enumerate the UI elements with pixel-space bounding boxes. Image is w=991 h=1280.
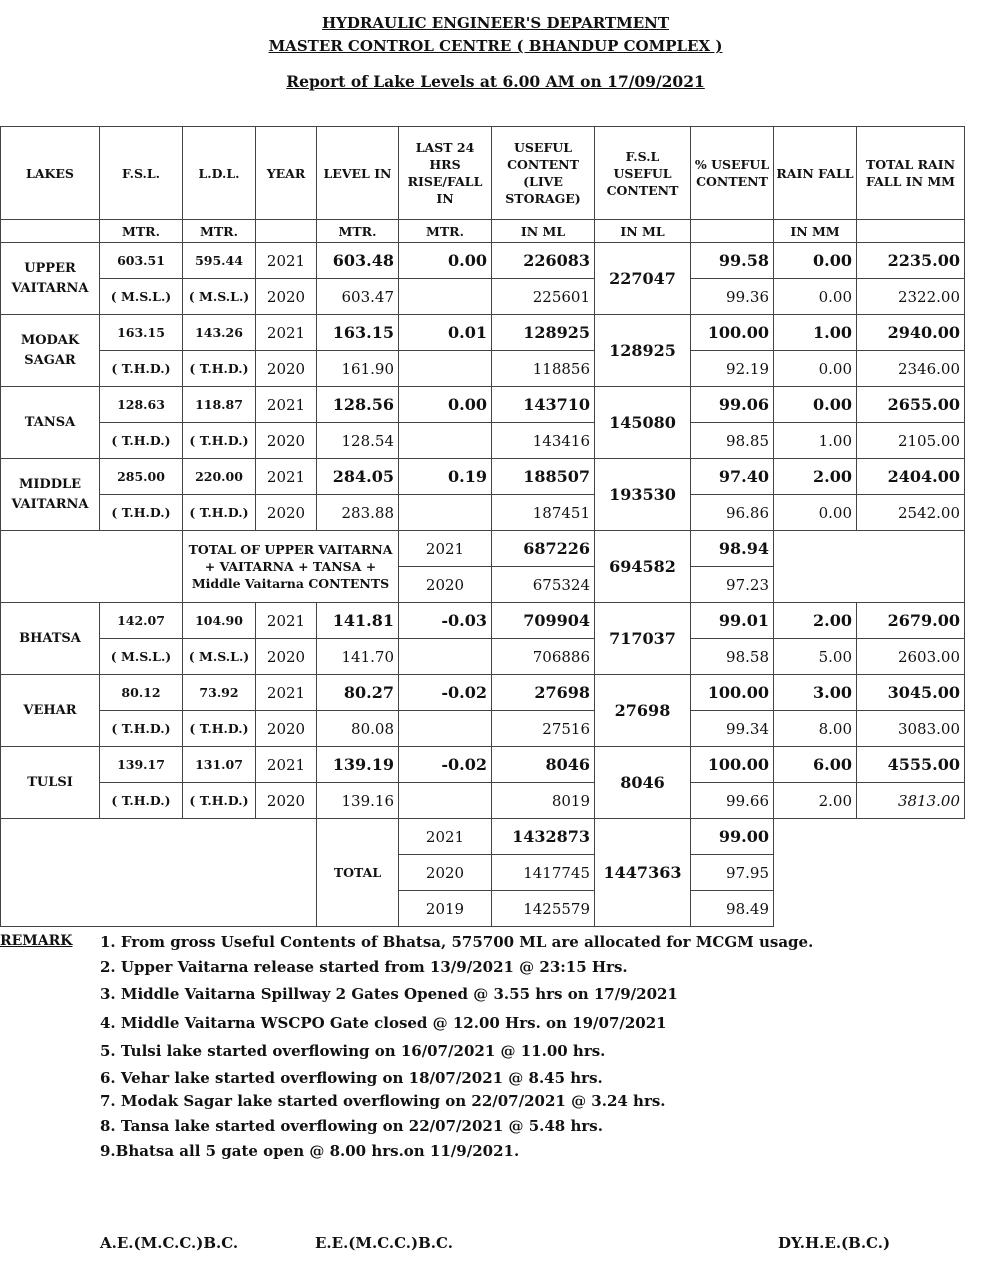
table-row [1, 459, 965, 495]
pct-2020: 98.58 [691, 639, 774, 675]
unit-ldl: MTR. [183, 220, 256, 243]
remark-item: 5. Tulsi lake started overflowing on 16/07/2021 @ 11.00 hrs. [100, 1042, 606, 1060]
pct-2020: 92.19 [691, 351, 774, 387]
year: 2021 [256, 387, 317, 423]
fsl-useful: 227047 [595, 243, 691, 315]
fsl-value: 80.12 [100, 675, 183, 711]
useful-2021: 226083 [492, 243, 595, 279]
level-2021: 139.19 [317, 747, 399, 783]
table-row [1, 747, 965, 783]
remark-item: 1. From gross Useful Contents of Bhatsa, 575700 ML are allocated for MCGM usage. [100, 933, 814, 951]
subtotal-label: TOTAL OF UPPER VAITARNA + VAITARNA + TANSA + Middle Vaitarna CONTENTS [183, 531, 399, 603]
ldl-datum: ( T.H.D.) [183, 423, 256, 459]
total-label: TOTAL [317, 819, 399, 927]
change-24h: 0.00 [399, 243, 492, 279]
level-2020: 128.54 [317, 423, 399, 459]
fsl-useful: 193530 [595, 459, 691, 531]
change-24h: 0.00 [399, 387, 492, 423]
rain-2020: 2.00 [774, 783, 857, 819]
total-blank [1, 819, 317, 927]
table-row [1, 639, 965, 675]
fsl-datum: ( T.H.D.) [100, 351, 183, 387]
total-pct-2019: 98.49 [691, 891, 774, 927]
table-row [1, 603, 965, 639]
lake-name: UPPER VAITARNA [1, 243, 100, 315]
total-year: 2021 [399, 819, 492, 855]
remark-item: 7. Modak Sagar lake started overflowing on 22/07/2021 @ 3.24 hrs. [100, 1092, 666, 1110]
total-rain-2020: 2346.00 [857, 351, 965, 387]
change-24h-empty [399, 279, 492, 315]
fsl-value: 139.17 [100, 747, 183, 783]
rain-2020: 8.00 [774, 711, 857, 747]
year: 2021 [256, 315, 317, 351]
col-total-rain: TOTAL RAIN FALL IN MM [857, 127, 965, 220]
fsl-useful: 145080 [595, 387, 691, 459]
fsl-useful: 717037 [595, 603, 691, 675]
department-title: HYDRAULIC ENGINEER'S DEPARTMENT [322, 14, 669, 32]
table-row [1, 279, 965, 315]
unit-total-rain [857, 220, 965, 243]
useful-2020: 225601 [492, 279, 595, 315]
unit-level: MTR. [317, 220, 399, 243]
total-rain-2020: 2603.00 [857, 639, 965, 675]
lake-name: BHATSA [1, 603, 100, 675]
change-24h-empty [399, 639, 492, 675]
subtotal-blank [1, 531, 183, 603]
year: 2021 [256, 243, 317, 279]
ldl-value: 131.07 [183, 747, 256, 783]
subtotal-year: 2021 [399, 531, 492, 567]
subtotal-useful-2021: 687226 [492, 531, 595, 567]
subtotal-empty [774, 531, 965, 603]
total-year: 2019 [399, 891, 492, 927]
remark-item: 9.Bhatsa all 5 gate open @ 8.00 hrs.on 11/9/2021. [100, 1142, 520, 1160]
change-24h: -0.02 [399, 675, 492, 711]
useful-2021: 709904 [492, 603, 595, 639]
table-row [1, 423, 965, 459]
change-24h-empty [399, 783, 492, 819]
report-title: Report of Lake Levels at 6.00 AM on 17/09/2021 [286, 72, 705, 91]
lake-name: TANSA [1, 387, 100, 459]
pct-2020: 96.86 [691, 495, 774, 531]
level-2021: 141.81 [317, 603, 399, 639]
year: 2021 [256, 675, 317, 711]
rain-2021: 2.00 [774, 459, 857, 495]
lake-name: MODAK SAGAR [1, 315, 100, 387]
year: 2021 [256, 747, 317, 783]
fsl-datum: ( M.S.L.) [100, 639, 183, 675]
col-ldl: L.D.L. [183, 127, 256, 220]
rain-2020: 0.00 [774, 495, 857, 531]
level-2020: 603.47 [317, 279, 399, 315]
col-rain: RAIN FALL [774, 127, 857, 220]
fsl-value: 128.63 [100, 387, 183, 423]
change-24h-empty [399, 711, 492, 747]
subtotal-pct-2021: 98.94 [691, 531, 774, 567]
total-rain-2020: 3083.00 [857, 711, 965, 747]
change-24h: 0.01 [399, 315, 492, 351]
subtotal-fsl-useful: 694582 [595, 531, 691, 603]
units-row [1, 220, 965, 243]
useful-2020: 187451 [492, 495, 595, 531]
pct-2020: 99.66 [691, 783, 774, 819]
rain-2020: 0.00 [774, 279, 857, 315]
subtotal-pct-2020: 97.23 [691, 567, 774, 603]
total-useful-2019: 1425579 [492, 891, 595, 927]
remark-item: 8. Tansa lake started overflowing on 22/07/2021 @ 5.48 hrs. [100, 1117, 603, 1135]
lake-name: TULSI [1, 747, 100, 819]
rain-2021: 2.00 [774, 603, 857, 639]
total-rain-2021: 2235.00 [857, 243, 965, 279]
pct-2021: 100.00 [691, 747, 774, 783]
remark-item: 2. Upper Vaitarna release started from 13/9/2021 @ 23:15 Hrs. [100, 958, 628, 976]
unit-rain: IN MM [774, 220, 857, 243]
table-row [1, 243, 965, 279]
total-rain-2021: 2404.00 [857, 459, 965, 495]
fsl-value: 603.51 [100, 243, 183, 279]
lake-name: VEHAR [1, 675, 100, 747]
total-rain-2021: 3045.00 [857, 675, 965, 711]
unit-last24: MTR. [399, 220, 492, 243]
signature-ae: A.E.(M.C.C.)B.C. [100, 1234, 239, 1252]
pct-2021: 100.00 [691, 675, 774, 711]
col-year: YEAR [256, 127, 317, 220]
subtotal-row [1, 531, 965, 567]
header-row [1, 127, 965, 220]
col-lakes: LAKES [1, 127, 100, 220]
total-rain-2021: 4555.00 [857, 747, 965, 783]
fsl-useful: 128925 [595, 315, 691, 387]
fsl-value: 285.00 [100, 459, 183, 495]
total-useful-2020: 1417745 [492, 855, 595, 891]
change-24h-empty [399, 495, 492, 531]
change-24h-empty [399, 351, 492, 387]
rain-2021: 0.00 [774, 243, 857, 279]
pct-2021: 97.40 [691, 459, 774, 495]
total-rain-2021: 2679.00 [857, 603, 965, 639]
fsl-datum: ( T.H.D.) [100, 711, 183, 747]
table-row [1, 387, 965, 423]
remark-item: 4. Middle Vaitarna WSCPO Gate closed @ 12.00 Hrs. on 19/07/2021 [100, 1014, 667, 1032]
ldl-datum: ( T.H.D.) [183, 783, 256, 819]
level-2020: 139.16 [317, 783, 399, 819]
pct-2020: 99.34 [691, 711, 774, 747]
ldl-datum: ( T.H.D.) [183, 495, 256, 531]
pct-2021: 100.00 [691, 315, 774, 351]
ldl-value: 143.26 [183, 315, 256, 351]
remark-label: REMARK [0, 933, 73, 949]
total-fsl-useful: 1447363 [595, 819, 691, 927]
year: 2021 [256, 603, 317, 639]
year: 2020 [256, 711, 317, 747]
col-level: LEVEL IN [317, 127, 399, 220]
unit-fsl: MTR. [100, 220, 183, 243]
col-fsl: F.S.L. [100, 127, 183, 220]
fsl-useful: 8046 [595, 747, 691, 819]
total-rain-2020: 2322.00 [857, 279, 965, 315]
change-24h: -0.03 [399, 603, 492, 639]
table-row [1, 783, 965, 819]
unit-year [256, 220, 317, 243]
centre-title: MASTER CONTROL CENTRE ( BHANDUP COMPLEX ) [268, 37, 723, 55]
pct-2020: 99.36 [691, 279, 774, 315]
useful-2021: 128925 [492, 315, 595, 351]
useful-2021: 27698 [492, 675, 595, 711]
ldl-datum: ( T.H.D.) [183, 711, 256, 747]
rain-2020: 1.00 [774, 423, 857, 459]
remark-item: 3. Middle Vaitarna Spillway 2 Gates Opened @ 3.55 hrs on 17/9/2021 [100, 985, 678, 1003]
total-row [1, 819, 965, 855]
subtotal-year: 2020 [399, 567, 492, 603]
year: 2020 [256, 639, 317, 675]
useful-2020: 143416 [492, 423, 595, 459]
total-rain-2020: 2105.00 [857, 423, 965, 459]
useful-2020: 118856 [492, 351, 595, 387]
ldl-value: 73.92 [183, 675, 256, 711]
fsl-datum: ( T.H.D.) [100, 423, 183, 459]
col-useful: USEFUL CONTENT (LIVE STORAGE) [492, 127, 595, 220]
signature-dyhe: DY.H.E.(B.C.) [778, 1234, 891, 1252]
total-rain-2021: 2655.00 [857, 387, 965, 423]
change-24h: -0.02 [399, 747, 492, 783]
level-2021: 80.27 [317, 675, 399, 711]
table-row [1, 315, 965, 351]
fsl-value: 163.15 [100, 315, 183, 351]
rain-2021: 6.00 [774, 747, 857, 783]
total-rain-2020: 2542.00 [857, 495, 965, 531]
ldl-value: 104.90 [183, 603, 256, 639]
total-outside [774, 819, 965, 927]
fsl-value: 142.07 [100, 603, 183, 639]
level-2021: 128.56 [317, 387, 399, 423]
col-last24: LAST 24 HRS RISE/FALL IN [399, 127, 492, 220]
pct-2020: 98.85 [691, 423, 774, 459]
year: 2021 [256, 459, 317, 495]
rain-2021: 0.00 [774, 387, 857, 423]
unit-useful: IN ML [492, 220, 595, 243]
fsl-useful: 27698 [595, 675, 691, 747]
total-year: 2020 [399, 855, 492, 891]
remark-item: 6. Vehar lake started overflowing on 18/07/2021 @ 8.45 hrs. [100, 1069, 603, 1087]
fsl-datum: ( T.H.D.) [100, 495, 183, 531]
unit-pct [691, 220, 774, 243]
table-row [1, 675, 965, 711]
total-pct-2020: 97.95 [691, 855, 774, 891]
level-2020: 161.90 [317, 351, 399, 387]
ldl-datum: ( M.S.L.) [183, 639, 256, 675]
year: 2020 [256, 495, 317, 531]
pct-2021: 99.01 [691, 603, 774, 639]
total-rain-2020: 3813.00 [857, 783, 965, 819]
col-pct: % USEFUL CONTENT [691, 127, 774, 220]
ldl-datum: ( M.S.L.) [183, 279, 256, 315]
rain-2020: 0.00 [774, 351, 857, 387]
useful-2021: 8046 [492, 747, 595, 783]
pct-2021: 99.58 [691, 243, 774, 279]
useful-2021: 188507 [492, 459, 595, 495]
fsl-datum: ( T.H.D.) [100, 783, 183, 819]
rain-2020: 5.00 [774, 639, 857, 675]
year: 2020 [256, 279, 317, 315]
table-row [1, 711, 965, 747]
useful-2021: 143710 [492, 387, 595, 423]
signature-ee: E.E.(M.C.C.)B.C. [315, 1234, 453, 1252]
lake-name: MIDDLE VAITARNA [1, 459, 100, 531]
unit-fsl-useful: IN ML [595, 220, 691, 243]
useful-2020: 8019 [492, 783, 595, 819]
level-2020: 283.88 [317, 495, 399, 531]
ldl-value: 118.87 [183, 387, 256, 423]
year: 2020 [256, 351, 317, 387]
table-row [1, 495, 965, 531]
level-2020: 141.70 [317, 639, 399, 675]
level-2020: 80.08 [317, 711, 399, 747]
change-24h: 0.19 [399, 459, 492, 495]
rain-2021: 3.00 [774, 675, 857, 711]
pct-2021: 99.06 [691, 387, 774, 423]
ldl-value: 220.00 [183, 459, 256, 495]
year: 2020 [256, 423, 317, 459]
subtotal-useful-2020: 675324 [492, 567, 595, 603]
total-rain-2021: 2940.00 [857, 315, 965, 351]
useful-2020: 706886 [492, 639, 595, 675]
unit-lakes [1, 220, 100, 243]
ldl-datum: ( T.H.D.) [183, 351, 256, 387]
level-2021: 163.15 [317, 315, 399, 351]
level-2021: 603.48 [317, 243, 399, 279]
lake-levels-table [0, 126, 965, 927]
rain-2021: 1.00 [774, 315, 857, 351]
col-fsl-useful: F.S.L USEFUL CONTENT [595, 127, 691, 220]
ldl-value: 595.44 [183, 243, 256, 279]
change-24h-empty [399, 423, 492, 459]
year: 2020 [256, 783, 317, 819]
useful-2020: 27516 [492, 711, 595, 747]
level-2021: 284.05 [317, 459, 399, 495]
total-useful-2021: 1432873 [492, 819, 595, 855]
table-row [1, 351, 965, 387]
fsl-datum: ( M.S.L.) [100, 279, 183, 315]
total-pct-2021: 99.00 [691, 819, 774, 855]
